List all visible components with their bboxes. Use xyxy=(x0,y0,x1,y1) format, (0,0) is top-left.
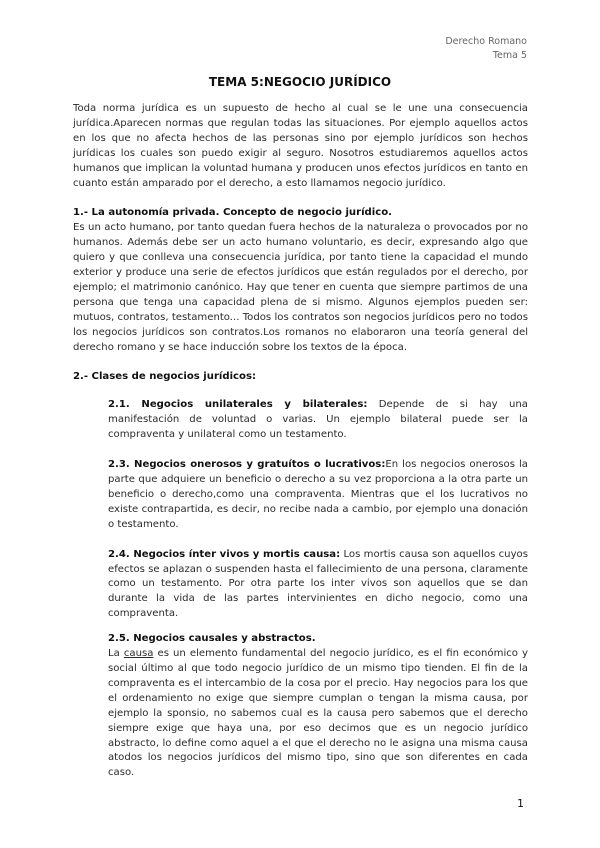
text-run: La xyxy=(108,648,124,660)
page-number: 1 xyxy=(517,797,524,810)
subsection-label: 2.5. Negocios causales y abstractos. xyxy=(108,633,316,645)
subsection-2-4 xyxy=(73,548,528,623)
text-run: es un elemento fundamental del negocio jurídico, es el fin económico y social último al que todo negocio jurídico de un mismo tipo tienden. El fin de la compraventa es el intercambio de la cosa por el precio. Hay negocios para los que el ordenamiento no exige que siempre cumplan o tengan la misma causa, por ejemplo la sponsio, no sabemos cual es la causa pero sabemos que el derecho siempre exige que haya una, por eso decimos que es un negocio jurídico abstracto, lo define como aquel a el que el derecho no le asigna una misma causa atodos los negocios jurídicos del mismo tipo, sino que son diferentes en cada caso. xyxy=(108,648,528,779)
section-1-heading: 1.- La autonomía privada. Concepto de negocio jurídico. xyxy=(73,207,392,219)
subsection-text: En los negocios onerosos la parte que adquiere un beneficio o derecho a su vez proporciona a la otra parte un beneficio o derecho,como una compraventa. Mientras que el los lucrativos no existe contrapartida, es decir, no recibe nada a cambio, por ejemplo una donación o testamento. xyxy=(108,459,528,530)
subsection-label: 2.3. Negocios onerosos y gratuítos o lucrativos: xyxy=(108,459,386,471)
header-subject: Derecho Romano xyxy=(445,36,527,47)
subsection-2-5-paragraph xyxy=(73,647,528,781)
subsection-label: 2.4. Negocios ínter vivos y mortis causa: xyxy=(108,548,341,560)
subsection-2-3 xyxy=(73,458,528,533)
header-topic: Tema 5 xyxy=(492,50,527,61)
subsection-2-1 xyxy=(73,398,528,443)
underlined-term: causa xyxy=(123,648,154,660)
subsection-2-5-heading xyxy=(73,632,528,647)
subsection-text: Depende de si hay una manifestación de voluntad o varias. Un ejemplo bilateral puede ser la compraventa y unilateral como un testamento. xyxy=(108,399,528,441)
subsection-text: Los mortis causa son aquellos cuyos efectos se aplazan o suspenden hasta el fallecimiento de una persona, claramente como un testamento. Por otra parte los inter vivos son aquellos que se dan durante la vida de las partes intervinientes en dicho negocio, como una compraventa. xyxy=(108,548,528,620)
subsection-label: 2.1. Negocios unilaterales y bilaterales: xyxy=(108,399,368,411)
document-body xyxy=(73,102,528,781)
section-2-heading: 2.- Clases de negocios jurídicos: xyxy=(73,370,257,382)
page-title: TEMA 5:NEGOCIO JURÍDICO xyxy=(208,75,392,89)
intro-paragraph: Toda norma jurídica es un supuesto de hecho al cual se le une una consecuencia jurídica.Aparecen normas que regulan todas las situaciones. Por ejemplo aquellos actos en los que no afecta hechos de las personas sino por ejemplo jurídicos son hechos jurídicas los cuales son puedo exigir al seguro. Nosotros estudiaremos aquellos actos humanos que implican la voluntad humana y producen unos efectos jurídicos en tanto en cuanto están amparado por el derecho, a esto llamamos negocio jurídico. xyxy=(73,103,528,189)
section-1-paragraph: Es un acto humano, por tanto quedan fuera hechos de la naturaleza o provocados por no humanos. Además debe ser un acto humano voluntario, es decir, expresando algo que quiero y que conlleva una consecuencia jurídica, por tanto tiene la capacidad el mundo exterior y produce una serie de efectos jurídicos que están regulados por el derecho, por ejemplo; el matrimonio canónico. Hay que tener en cuenta que siempre partimos de una persona que tenga una capacidad plena de si mismo. Algunos ejemplos pueden ser: mutuos, contratos, testamento... Todos los contratos son negocios jurídicos pero no todos los negocios jurídicos son contratos.Los romanos no elaboraron una teoría general del derecho romano y se hace inducción sobre los textos de la época. xyxy=(73,222,528,353)
